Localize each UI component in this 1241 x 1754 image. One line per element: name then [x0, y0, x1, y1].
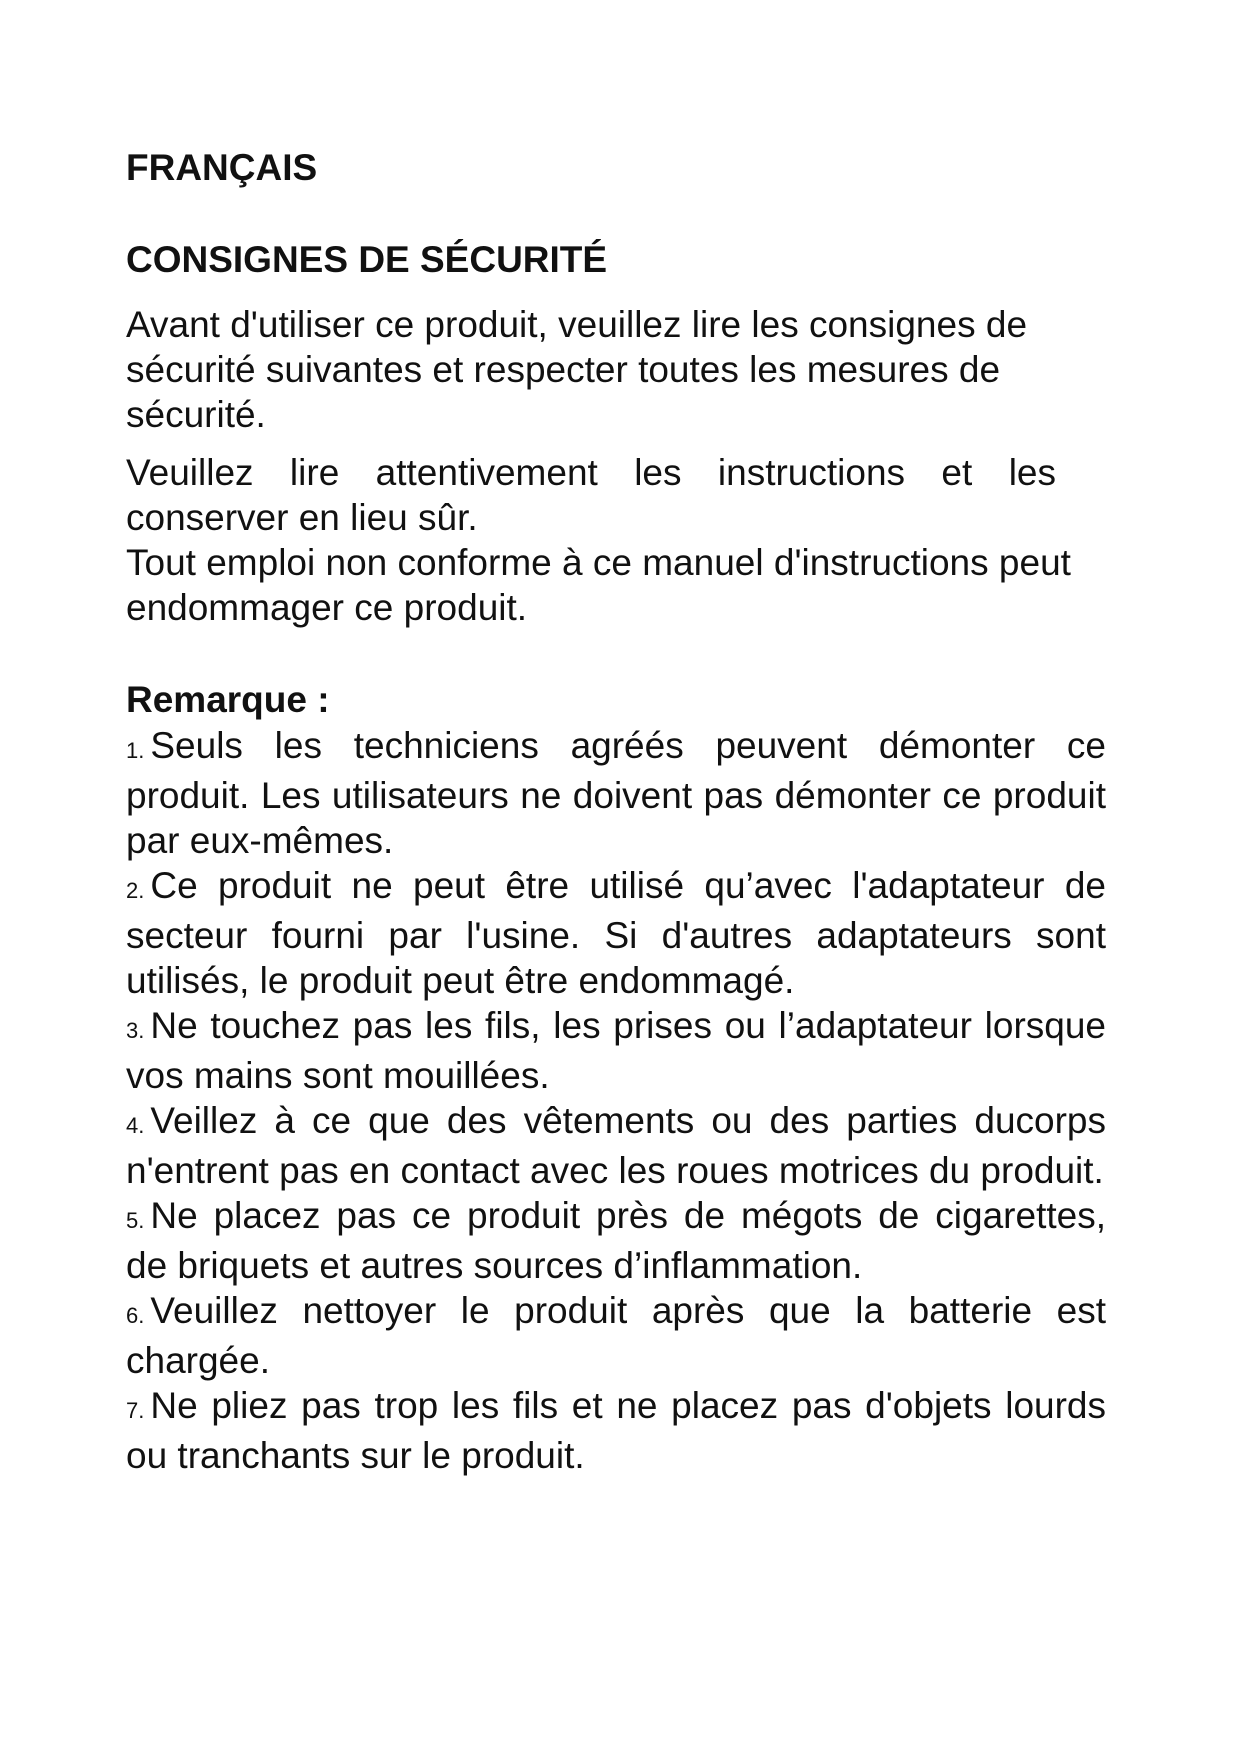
note-number: 2. — [126, 878, 145, 903]
note-number: 6. — [126, 1303, 145, 1328]
safety-note — [126, 1193, 1106, 1288]
note-text: Ne pliez pas trop les fils et ne placez pas d'objets lourds ou tranchants sur le produit. — [126, 1385, 1106, 1476]
safety-note — [126, 1003, 1106, 1098]
note-number: 1. — [126, 738, 145, 763]
note-number: 4. — [126, 1113, 145, 1138]
safety-note — [126, 1383, 1106, 1478]
note-text: Veillez à ce que des vêtements ou des parties ducorps n'entrent pas en contact avec les roues motrices du produit. — [126, 1100, 1106, 1191]
safety-note — [126, 1288, 1106, 1383]
safety-notes-list — [126, 723, 1106, 1478]
safety-note — [126, 1098, 1106, 1193]
note-text: Ce produit ne peut être utilisé qu’avec l'adaptateur de secteur fourni par l'usine. Si d'autres adaptateurs sont utilisés, le produit peut être endommagé. — [126, 865, 1106, 1001]
intro-paragraph: Tout emploi non conforme à ce manuel d'instructions peut endommager ce produit. — [126, 542, 1071, 628]
note-number: 5. — [126, 1208, 145, 1233]
safety-note — [126, 723, 1106, 863]
intro-paragraph: Veuillez lire attentivement les instructions et les conserver en lieu sûr. — [126, 452, 1056, 538]
note-text: Ne placez pas ce produit près de mégots de cigarettes, de briquets et autres sources d’inflammation. — [126, 1195, 1106, 1286]
note-number: 3. — [126, 1018, 145, 1043]
note-text: Seuls les techniciens agréés peuvent démonter ce produit. Les utilisateurs ne doivent pas démonter ce produit par eux-mêmes. — [126, 725, 1106, 861]
remark-heading: Remarque : — [126, 679, 330, 720]
page-title: CONSIGNES DE SÉCURITÉ — [126, 239, 608, 280]
language-heading: FRANÇAIS — [126, 147, 318, 188]
note-number: 7. — [126, 1398, 145, 1423]
note-text: Ne touchez pas les fils, les prises ou l’adaptateur lorsque vos mains sont mouillées. — [126, 1005, 1106, 1096]
note-text: Veuillez nettoyer le produit après que la batterie est chargée. — [126, 1290, 1106, 1381]
intro-paragraph: Avant d'utiliser ce produit, veuillez lire les consignes de sécurité suivantes et respecter toutes les mesures de sécurité. — [126, 304, 1028, 435]
safety-note — [126, 863, 1106, 1003]
